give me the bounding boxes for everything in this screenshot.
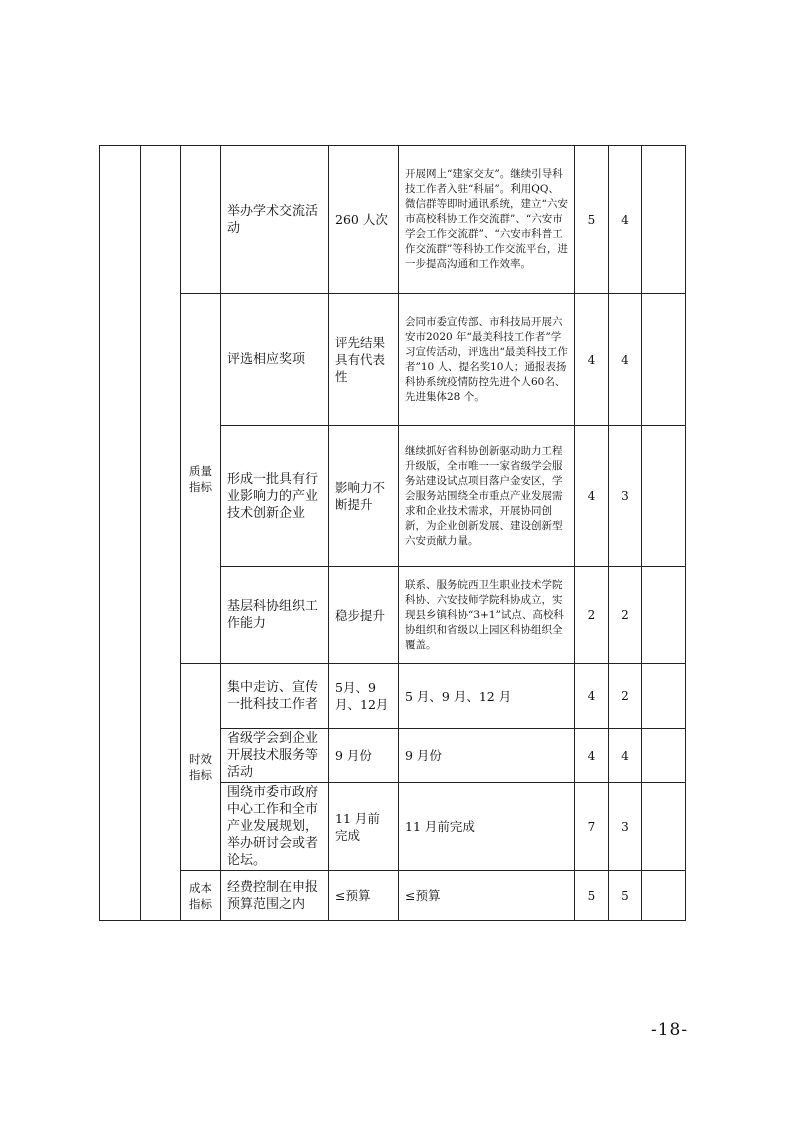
table-row (100, 664, 686, 729)
indicator-target: ≤预算 (329, 871, 399, 921)
indicator-target: 稳步提升 (329, 567, 399, 664)
score-got: 4 (609, 294, 642, 426)
indicator-item: 经费控制在申报预算范围之内 (221, 871, 329, 921)
remark-cell (642, 567, 686, 664)
remark-cell (642, 664, 686, 729)
indicator-completion: 开展网上“建家交友”。继续引导科技工作者入驻“科届”。利用QQ、微信群等即时通讯系统，建立“六安市高校科协工作交流群”、“六安市学会工作交流群”、“六安市科普工作交流群”等科协工作交流平台，进一步提高沟通和工作效率。 (399, 146, 575, 294)
indicator-item: 集中走访、宣传一批科技工作者 (221, 664, 329, 729)
remark-cell (642, 783, 686, 871)
category-cost: 成本指标 (181, 871, 221, 921)
indicator-completion: ≤预算 (399, 871, 575, 921)
performance-table (99, 145, 686, 921)
remark-cell (642, 729, 686, 783)
score-full: 4 (575, 664, 609, 729)
indicator-completion: 9 月份 (399, 729, 575, 783)
score-full: 5 (575, 871, 609, 921)
remark-cell (642, 426, 686, 567)
indicator-completion: 继续抓好省科协创新驱动助力工程升级版，全市唯一一家省级学会服务站建设试点项目落户金安区，学会服务站围绕全市重点产业发展需求和企业技术需求，开展协同创新，为企业创新发展、建设创新型六安贡献力量。 (399, 426, 575, 567)
first-level-indicator-cell (100, 146, 141, 921)
score-full: 4 (575, 294, 609, 426)
remark-cell (642, 294, 686, 426)
table-row (100, 294, 686, 426)
indicator-item: 基层科协组织工作能力 (221, 567, 329, 664)
score-full: 4 (575, 729, 609, 783)
indicator-target: 11 月前完成 (329, 783, 399, 871)
remark-cell (642, 871, 686, 921)
indicator-target: 9 月份 (329, 729, 399, 783)
indicator-item: 举办学术交流活动 (221, 146, 329, 294)
score-got: 5 (609, 871, 642, 921)
category-timeliness: 时效指标 (181, 664, 221, 871)
score-got: 2 (609, 567, 642, 664)
remark-cell (642, 146, 686, 294)
indicator-completion: 5 月、9 月、12 月 (399, 664, 575, 729)
table-row (100, 871, 686, 921)
table-row (100, 146, 686, 294)
indicator-item: 形成一批具有行业影响力的产业技术创新企业 (221, 426, 329, 567)
indicator-completion: 联系、服务皖西卫生职业技术学院科协、六安技师学院科协成立，实现县乡镇科协“3+1”试点、高校科协组织和省级以上园区科协组织全覆盖。 (399, 567, 575, 664)
indicator-target: 影响力不断提升 (329, 426, 399, 567)
indicator-completion: 会同市委宣传部、市科技局开展六安市2020 年“最美科技工作者”学习宣传活动，评选出“最美科技工作者”10 人、提名奖10人；通报表扬科协系统疫情防控先进个人60名、先进集体28 个。 (399, 294, 575, 426)
page-number: -18- (651, 1020, 689, 1040)
indicator-target: 评先结果具有代表性 (329, 294, 399, 426)
score-got: 4 (609, 729, 642, 783)
score-full: 2 (575, 567, 609, 664)
score-full: 7 (575, 783, 609, 871)
score-full: 5 (575, 146, 609, 294)
indicator-completion: 11 月前完成 (399, 783, 575, 871)
indicator-target: 5月、9月、12月 (329, 664, 399, 729)
score-got: 4 (609, 146, 642, 294)
indicator-item: 围绕市委市政府中心工作和全市产业发展规划，举办研讨会或者论坛。 (221, 783, 329, 871)
category-quality: 质量指标 (181, 294, 221, 664)
score-got: 3 (609, 783, 642, 871)
score-got: 2 (609, 664, 642, 729)
indicator-item: 省级学会到企业开展技术服务等活动 (221, 729, 329, 783)
second-level-indicator-cell (141, 146, 181, 921)
score-got: 3 (609, 426, 642, 567)
indicator-item: 评选相应奖项 (221, 294, 329, 426)
indicator-target: 260 人次 (329, 146, 399, 294)
category-cell (181, 146, 221, 294)
score-full: 4 (575, 426, 609, 567)
